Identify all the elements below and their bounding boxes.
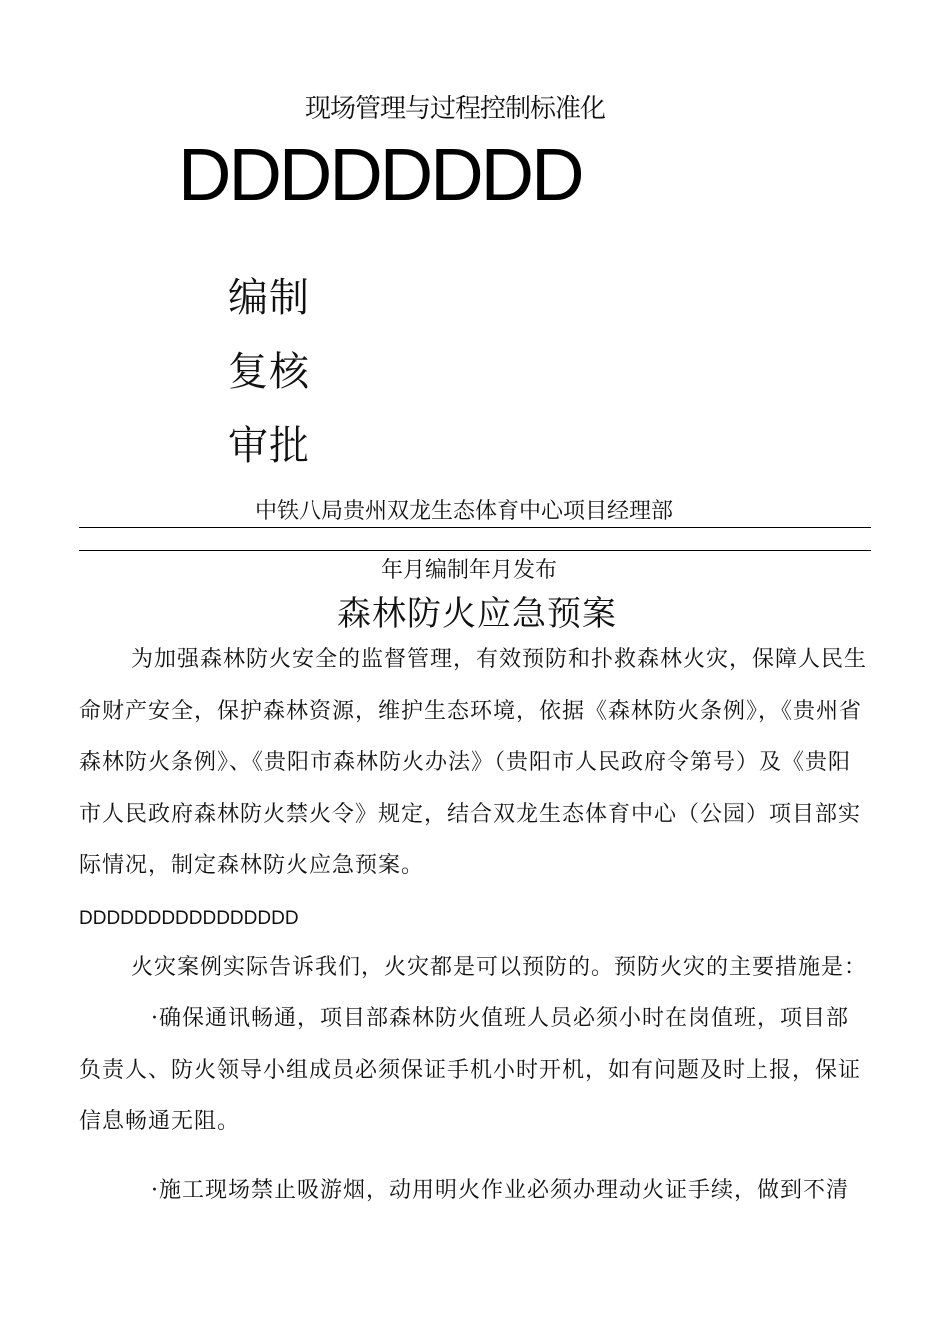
intro-paragraph: 为加强森林防火安全的监督管理，有效预防和扑救森林火灾，保障人民生命财产安全，保护森林资源，维护生态环境，依据《森林防火条例》，《贵州省森林防火条例》、《贵阳市森林防火办法》（贵阳市人民政府令第号）及《贵阳市人民政府森林防火禁火令》规定，结合双龙生态体育中心（公园）项目部实际情况，制定森林防火应急预案。 bbox=[79, 647, 868, 878]
plan-title: 森林防火应急预案 bbox=[337, 594, 617, 634]
prevention-lead-paragraph: 火灾案例实际告诉我们，火灾都是可以预防的。预防火灾的主要措施是： bbox=[131, 955, 868, 980]
bullet-communication: ·确保通讯畅通，项目部森林防火值班人员必须小时在岗值班，项目部负责人、防火领导小组成员必须保证手机小时开机，如有问题及时上报，保证信息畅通无阻。 bbox=[79, 1006, 862, 1134]
organization-name: 中铁八局贵州双龙生态体育中心项目经理部 bbox=[255, 499, 674, 524]
sign-row-approved: 审批 bbox=[228, 423, 310, 469]
sign-row-prepared: 编制 bbox=[228, 275, 310, 321]
divider-top bbox=[79, 527, 871, 528]
divider-bottom bbox=[79, 550, 871, 551]
issue-date-line: 年月编制年月发布 bbox=[381, 558, 558, 583]
section-heading: DDDDDDDDDDDDDDDD bbox=[79, 908, 299, 929]
sign-row-reviewed: 复核 bbox=[228, 349, 310, 395]
document-code: DDDDDDDD bbox=[178, 133, 582, 216]
bullet-no-smoking: ·施工现场禁止吸游烟，动用明火作业必须办理动火证手续，做到不清 bbox=[151, 1178, 849, 1203]
document-header: 现场管理与过程控制标准化 bbox=[305, 94, 606, 124]
